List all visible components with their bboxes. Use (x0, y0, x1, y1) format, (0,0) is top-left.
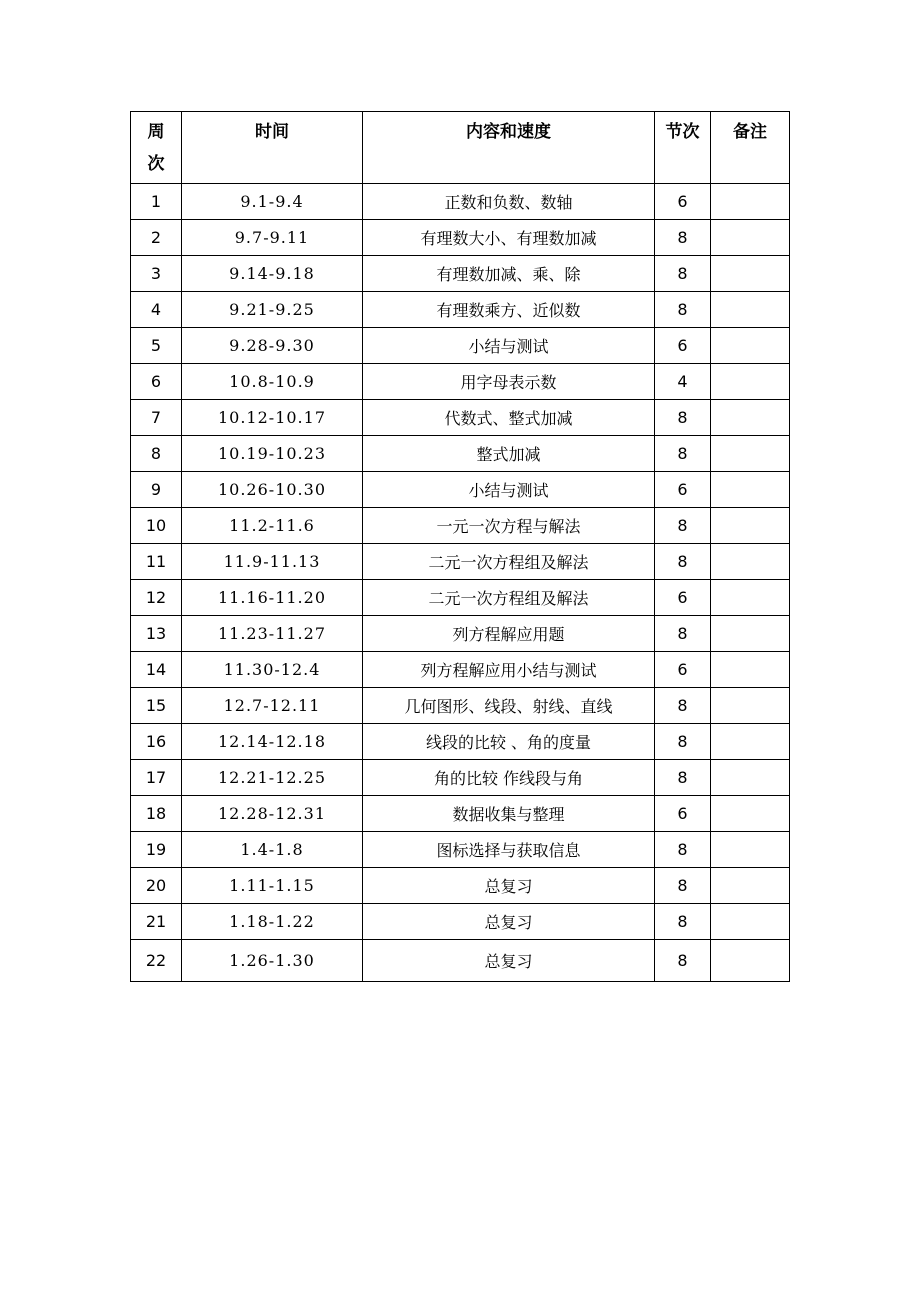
cell-periods: 6 (655, 328, 711, 364)
cell-notes (711, 400, 790, 436)
table-row (131, 508, 790, 544)
header-content: 内容和速度 (363, 112, 655, 184)
cell-week: 4 (131, 292, 182, 328)
cell-time: 11.9-11.13 (182, 544, 363, 580)
cell-time: 12.7-12.11 (182, 688, 363, 724)
cell-periods: 6 (655, 472, 711, 508)
table-row (131, 184, 790, 220)
cell-periods: 8 (655, 868, 711, 904)
cell-week: 20 (131, 868, 182, 904)
cell-periods: 8 (655, 400, 711, 436)
cell-notes (711, 220, 790, 256)
cell-content: 有理数乘方、近似数 (363, 292, 655, 328)
table-row (131, 652, 790, 688)
cell-periods: 8 (655, 508, 711, 544)
cell-notes (711, 760, 790, 796)
cell-notes (711, 652, 790, 688)
cell-periods: 4 (655, 364, 711, 400)
cell-notes (711, 184, 790, 220)
cell-notes (711, 796, 790, 832)
cell-content: 几何图形、线段、射线、直线 (363, 688, 655, 724)
cell-time: 1.11-1.15 (182, 868, 363, 904)
header-periods: 节次 (655, 112, 711, 184)
cell-week: 5 (131, 328, 182, 364)
cell-time: 10.12-10.17 (182, 400, 363, 436)
cell-week: 6 (131, 364, 182, 400)
cell-time: 10.19-10.23 (182, 436, 363, 472)
cell-week: 17 (131, 760, 182, 796)
cell-time: 9.7-9.11 (182, 220, 363, 256)
cell-week: 10 (131, 508, 182, 544)
cell-content: 线段的比较 、角的度量 (363, 724, 655, 760)
cell-week: 9 (131, 472, 182, 508)
table-header-row (131, 112, 790, 184)
cell-week: 15 (131, 688, 182, 724)
cell-content: 一元一次方程与解法 (363, 508, 655, 544)
header-week-line1: 周 (147, 122, 165, 142)
cell-time: 12.28-12.31 (182, 796, 363, 832)
cell-week: 21 (131, 904, 182, 940)
cell-content: 有理数加减、乘、除 (363, 256, 655, 292)
cell-notes (711, 256, 790, 292)
cell-week: 2 (131, 220, 182, 256)
cell-periods: 8 (655, 292, 711, 328)
cell-time: 1.18-1.22 (182, 904, 363, 940)
table-row (131, 688, 790, 724)
cell-content: 数据收集与整理 (363, 796, 655, 832)
header-week (131, 112, 182, 184)
cell-notes (711, 940, 790, 982)
cell-periods: 8 (655, 220, 711, 256)
cell-periods: 6 (655, 184, 711, 220)
cell-notes (711, 436, 790, 472)
cell-notes (711, 580, 790, 616)
cell-content: 二元一次方程组及解法 (363, 544, 655, 580)
table-row (131, 868, 790, 904)
table-row (131, 904, 790, 940)
cell-content: 用字母表示数 (363, 364, 655, 400)
cell-notes (711, 292, 790, 328)
cell-notes (711, 508, 790, 544)
cell-content: 角的比较 作线段与角 (363, 760, 655, 796)
cell-time: 9.14-9.18 (182, 256, 363, 292)
table-row (131, 832, 790, 868)
cell-content: 总复习 (363, 868, 655, 904)
cell-week: 7 (131, 400, 182, 436)
cell-week: 19 (131, 832, 182, 868)
cell-notes (711, 868, 790, 904)
cell-periods: 8 (655, 940, 711, 982)
cell-week: 16 (131, 724, 182, 760)
table-row (131, 292, 790, 328)
cell-periods: 8 (655, 616, 711, 652)
cell-week: 13 (131, 616, 182, 652)
table-row (131, 940, 790, 982)
cell-periods: 6 (655, 796, 711, 832)
cell-notes (711, 472, 790, 508)
cell-periods: 8 (655, 724, 711, 760)
cell-periods: 8 (655, 760, 711, 796)
table-row (131, 436, 790, 472)
cell-notes (711, 688, 790, 724)
cell-time: 11.2-11.6 (182, 508, 363, 544)
cell-time: 10.8-10.9 (182, 364, 363, 400)
cell-week: 3 (131, 256, 182, 292)
cell-content: 小结与测试 (363, 472, 655, 508)
cell-week: 1 (131, 184, 182, 220)
cell-notes (711, 832, 790, 868)
cell-periods: 8 (655, 832, 711, 868)
cell-week: 22 (131, 940, 182, 982)
teaching-schedule-table (130, 111, 790, 982)
cell-week: 18 (131, 796, 182, 832)
cell-periods: 8 (655, 256, 711, 292)
table-body (131, 184, 790, 982)
cell-notes (711, 724, 790, 760)
table-row (131, 580, 790, 616)
table-row (131, 256, 790, 292)
table-row (131, 760, 790, 796)
cell-week: 11 (131, 544, 182, 580)
cell-notes (711, 364, 790, 400)
cell-week: 8 (131, 436, 182, 472)
header-notes: 备注 (711, 112, 790, 184)
cell-content: 列方程解应用小结与测试 (363, 652, 655, 688)
cell-time: 1.26-1.30 (182, 940, 363, 982)
table-row (131, 616, 790, 652)
cell-notes (711, 544, 790, 580)
cell-content: 图标选择与获取信息 (363, 832, 655, 868)
table-row (131, 328, 790, 364)
cell-content: 整式加减 (363, 436, 655, 472)
cell-notes (711, 616, 790, 652)
header-time: 时间 (182, 112, 363, 184)
cell-notes (711, 904, 790, 940)
cell-content: 正数和负数、数轴 (363, 184, 655, 220)
table-row (131, 796, 790, 832)
cell-time: 11.16-11.20 (182, 580, 363, 616)
cell-content: 总复习 (363, 940, 655, 982)
cell-content: 小结与测试 (363, 328, 655, 364)
cell-periods: 6 (655, 580, 711, 616)
table-row (131, 220, 790, 256)
cell-week: 12 (131, 580, 182, 616)
cell-content: 有理数大小、有理数加减 (363, 220, 655, 256)
cell-time: 12.14-12.18 (182, 724, 363, 760)
cell-time: 9.28-9.30 (182, 328, 363, 364)
header-week-line2: 次 (147, 154, 165, 174)
table-row (131, 724, 790, 760)
table-row (131, 544, 790, 580)
table-row (131, 364, 790, 400)
cell-time: 11.30-12.4 (182, 652, 363, 688)
cell-periods: 8 (655, 436, 711, 472)
cell-time: 11.23-11.27 (182, 616, 363, 652)
cell-content: 列方程解应用题 (363, 616, 655, 652)
cell-content: 代数式、整式加减 (363, 400, 655, 436)
cell-content: 总复习 (363, 904, 655, 940)
cell-periods: 6 (655, 652, 711, 688)
cell-periods: 8 (655, 544, 711, 580)
cell-content: 二元一次方程组及解法 (363, 580, 655, 616)
cell-periods: 8 (655, 904, 711, 940)
cell-time: 10.26-10.30 (182, 472, 363, 508)
cell-periods: 8 (655, 688, 711, 724)
cell-time: 12.21-12.25 (182, 760, 363, 796)
cell-notes (711, 328, 790, 364)
table-row (131, 472, 790, 508)
cell-time: 9.1-9.4 (182, 184, 363, 220)
cell-time: 1.4-1.8 (182, 832, 363, 868)
cell-week: 14 (131, 652, 182, 688)
table-row (131, 400, 790, 436)
cell-time: 9.21-9.25 (182, 292, 363, 328)
